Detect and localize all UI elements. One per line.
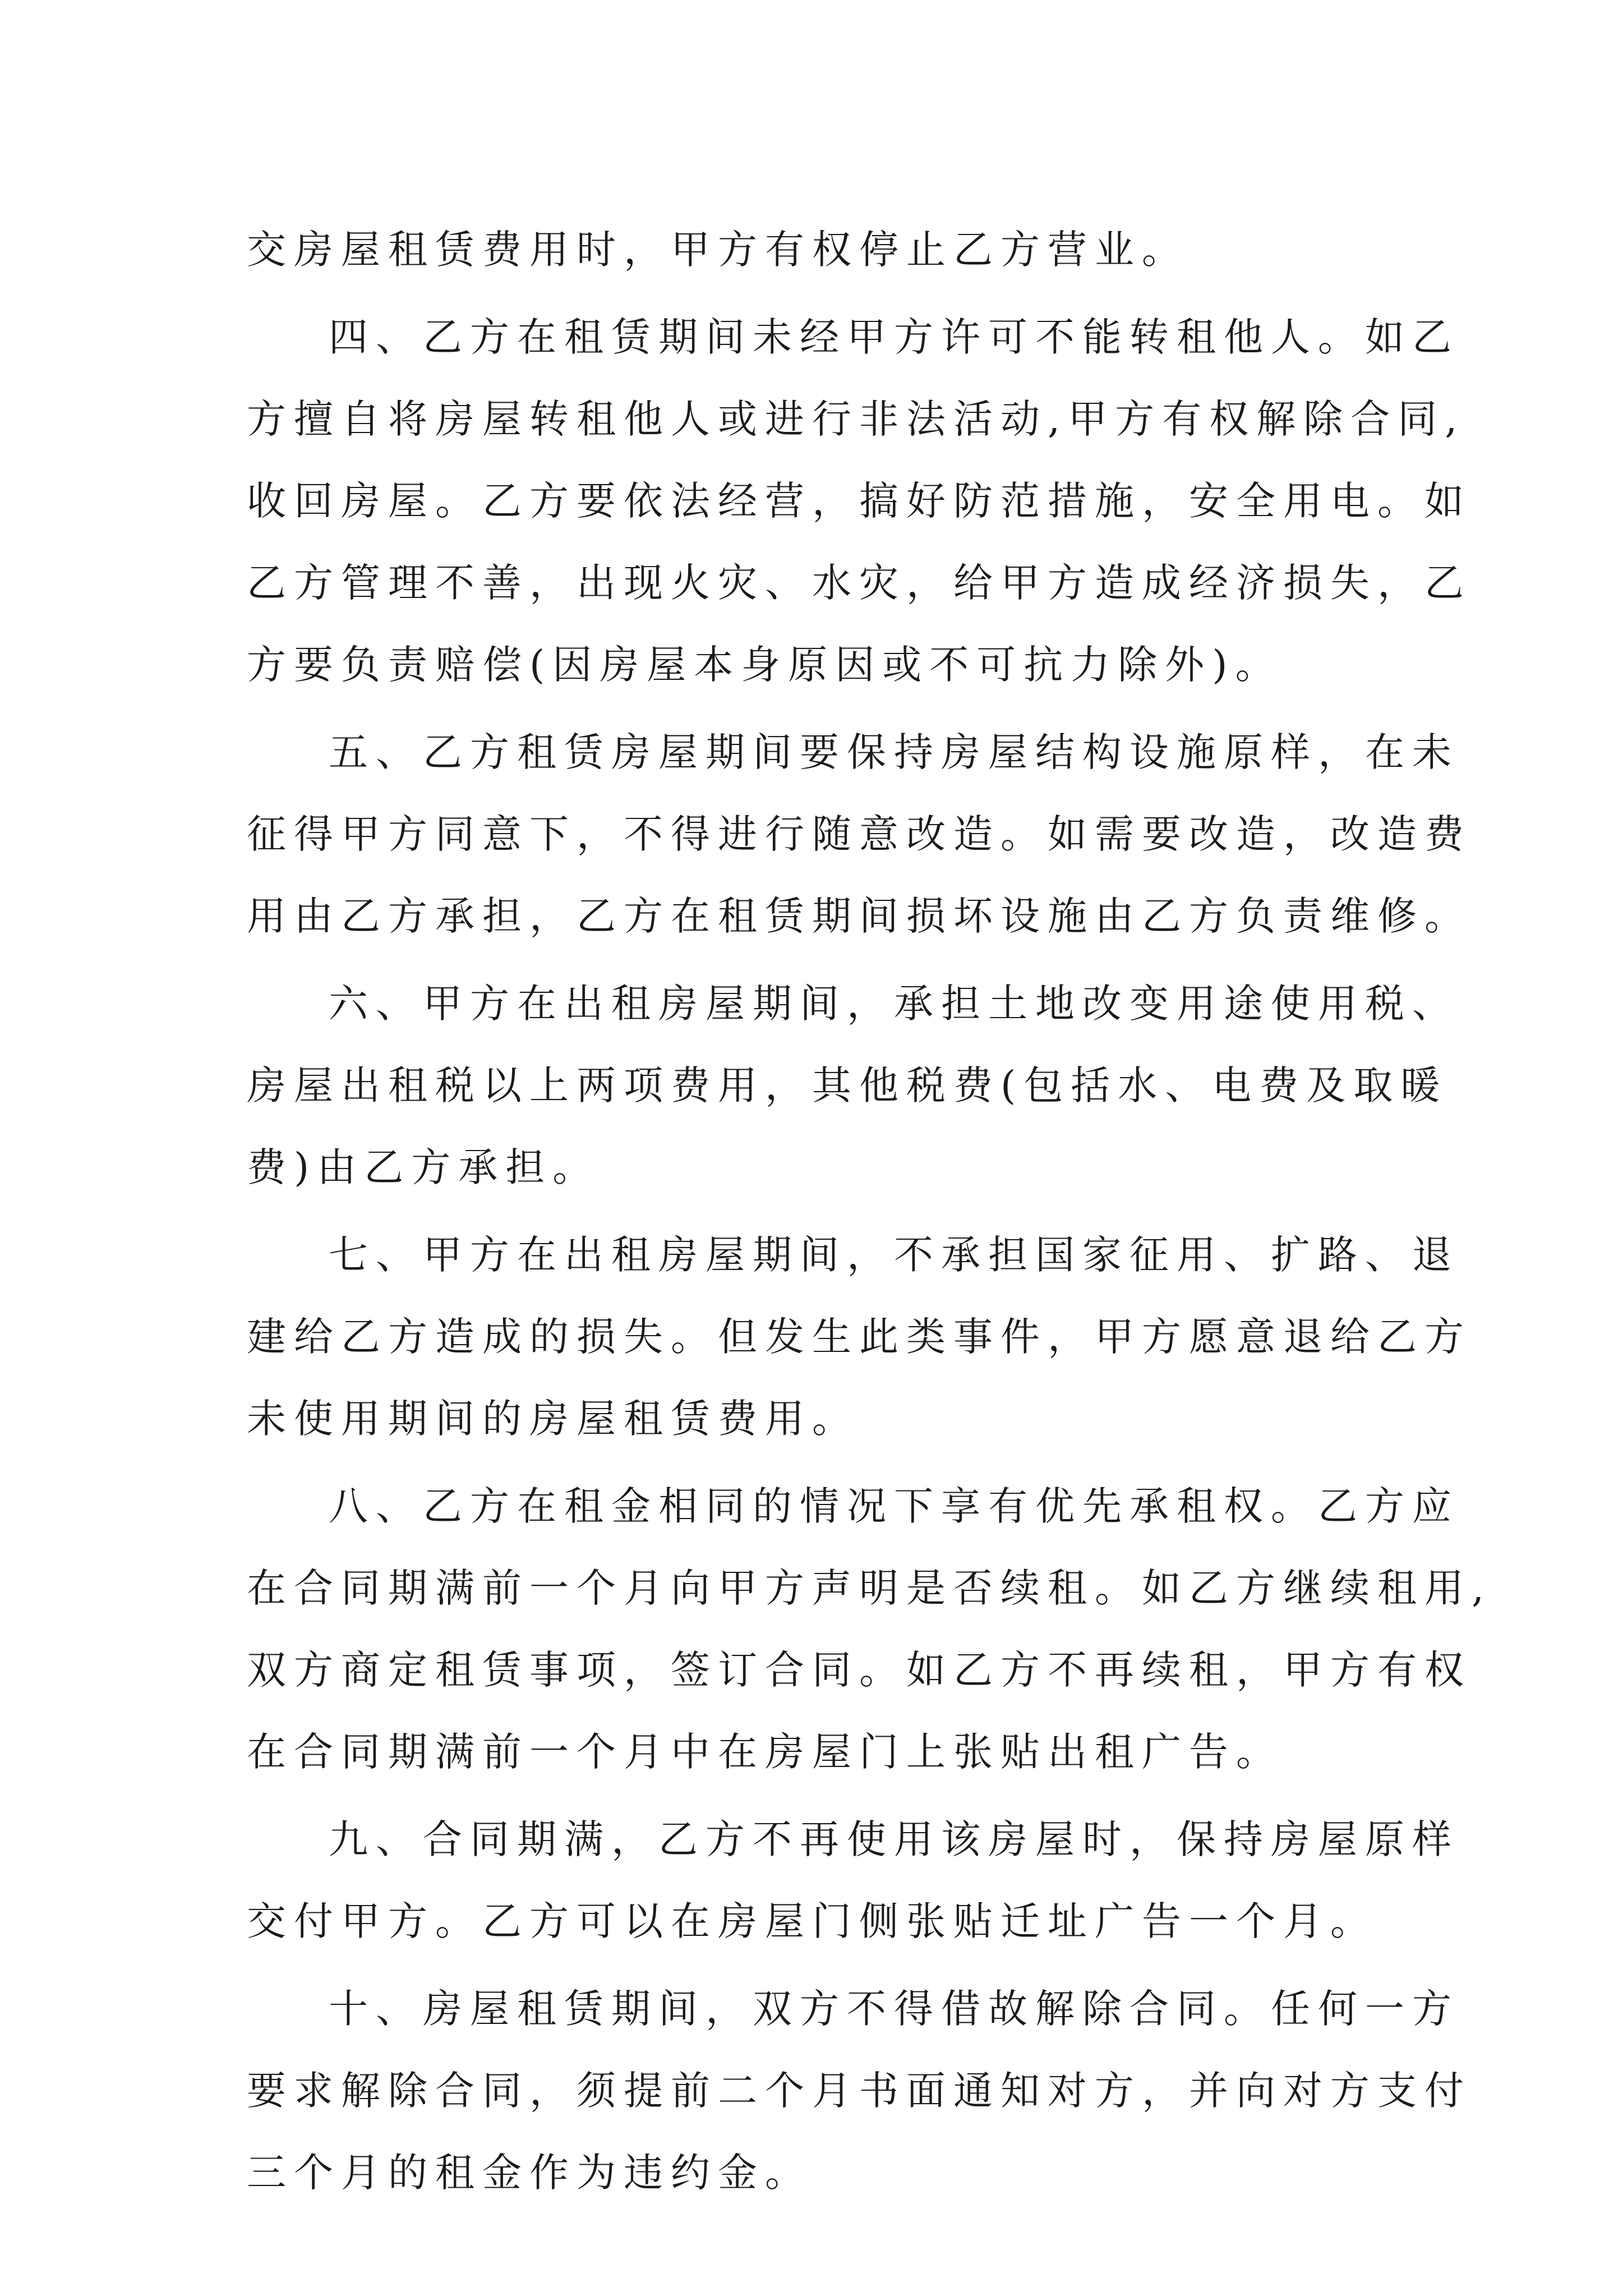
text-line: 建给乙方造成的损失。但发生此类事件，甲方愿意退给乙方 <box>247 1314 1472 1360</box>
text-line: 交房屋租赁费用时，甲方有权停止乙方营业。 <box>247 227 1189 273</box>
paragraph-clause-7 <box>247 1214 1472 1460</box>
text-line: 征得甲方同意下，不得进行随意改造。如需要改造，改造费 <box>247 811 1472 857</box>
text-line: 未使用期间的房屋租赁费用。 <box>247 1396 859 1442</box>
text-line: 双方商定租赁事项，签订合同。如乙方不再续租，甲方有权 <box>247 1647 1472 1693</box>
paragraph-clause-4 <box>247 296 1472 706</box>
text-line: 乙方管理不善，出现火灾、水灾，给甲方造成经济损失，乙 <box>247 560 1472 606</box>
text-line: 交付甲方。乙方可以在房屋门侧张贴迁址广告一个月。 <box>247 1898 1377 1944</box>
text-line: 六、甲方在出租房屋期间，承担土地改变用途使用税、 <box>329 981 1459 1027</box>
text-line: 在合同期满前一个月向甲方声明是否续租。如乙方继续租用, <box>247 1565 1492 1611</box>
text-line: 用由乙方承担，乙方在租赁期间损坏设施由乙方负责维修。 <box>247 893 1472 939</box>
text-line: 在合同期满前一个月中在房屋门上张贴出租广告。 <box>247 1729 1283 1775</box>
text-line: 方擅自将房屋转租他人或进行非法活动,甲方有权解除合同, <box>247 396 1465 442</box>
paragraph-clause-9 <box>247 1798 1459 1962</box>
document-body <box>247 209 1492 2219</box>
paragraph-clause-6 <box>247 963 1459 1208</box>
text-line: 房屋出租税以上两项费用，其他税费(包括水、电费及取暖 <box>247 1062 1448 1108</box>
paragraph-clause-8 <box>247 1465 1492 1793</box>
text-line: 方要负责赔偿(因房屋本身原因或不可抗力除外)。 <box>247 642 1283 688</box>
text-line: 四、乙方在租赁期间未经甲方许可不能转租他人。如乙 <box>329 314 1459 360</box>
paragraph-clause-5 <box>247 711 1472 957</box>
text-line: 要求解除合同，须提前二个月书面通知对方，并向对方支付 <box>247 2068 1472 2114</box>
paragraph-continuation <box>247 209 1441 291</box>
text-line: 三个月的租金作为违约金。 <box>247 2150 812 2196</box>
text-line: 七、甲方在出租房屋期间，不承担国家征用、扩路、退 <box>329 1232 1459 1278</box>
text-line: 五、乙方租赁房屋期间要保持房屋结构设施原样，在未 <box>329 729 1459 775</box>
text-line: 收回房屋。乙方要依法经营，搞好防范措施，安全用电。如 <box>247 478 1472 524</box>
paragraph-clause-10 <box>247 1968 1472 2214</box>
text-line: 九、合同期满，乙方不再使用该房屋时，保持房屋原样 <box>329 1816 1459 1862</box>
text-line: 八、乙方在租金相同的情况下享有优先承租权。乙方应 <box>329 1483 1459 1529</box>
text-line: 十、房屋租赁期间，双方不得借故解除合同。任何一方 <box>329 1986 1459 2032</box>
text-line: 费)由乙方承担。 <box>247 1144 600 1190</box>
